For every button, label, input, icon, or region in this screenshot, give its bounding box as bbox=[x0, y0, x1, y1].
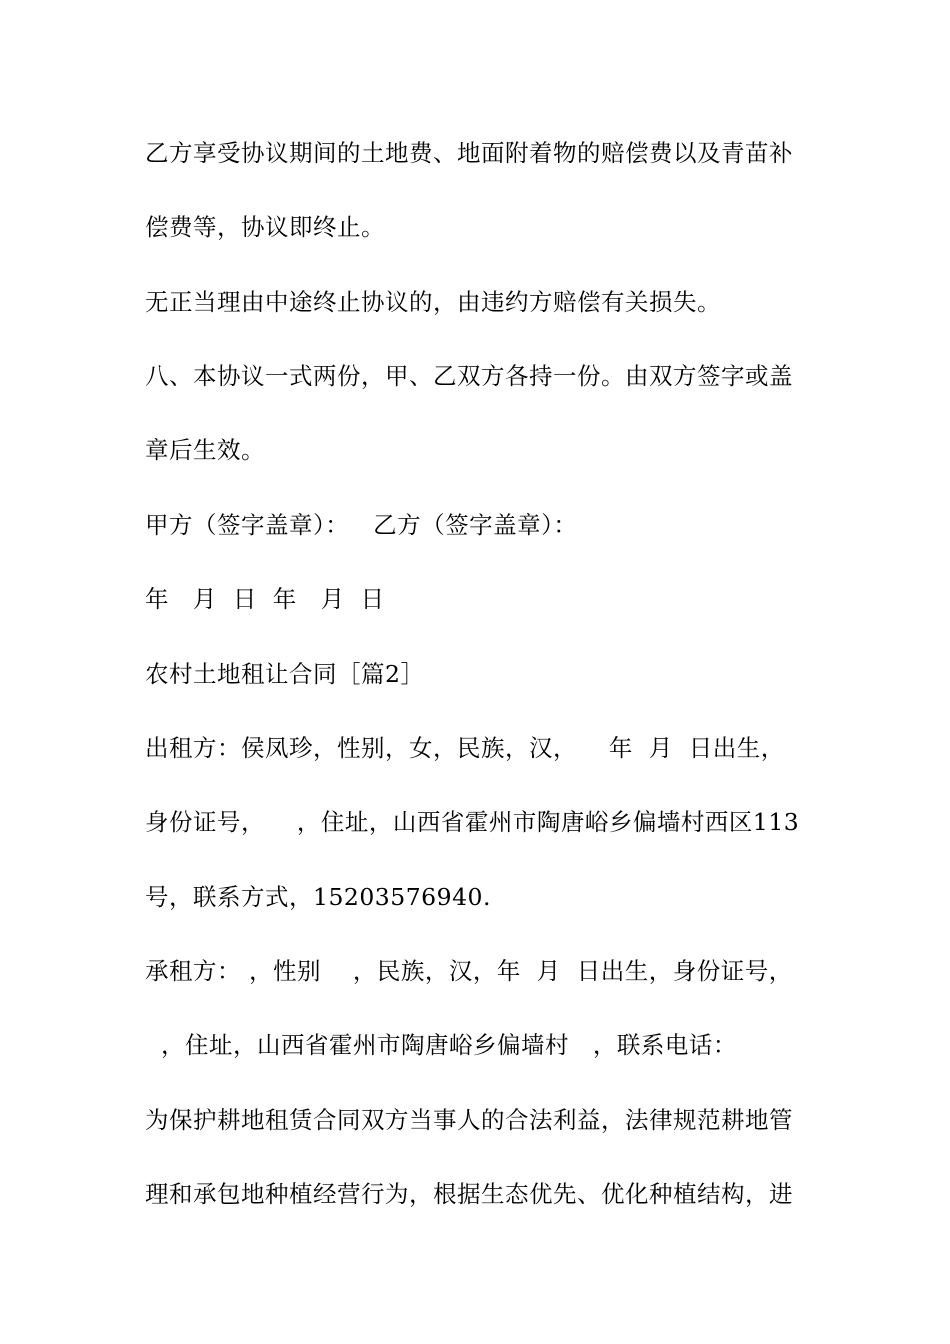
text-line: 理和承包地种植经营行为，根据生态优先、优化种植结构，进 bbox=[145, 1180, 793, 1208]
text-line: 号，联系方式，15203576940. bbox=[145, 883, 491, 911]
signature-line: 甲方（签字盖章）： 乙方（签字盖章）： bbox=[145, 511, 578, 539]
text-line: 承租方： ，性别 ，民族，汉，年 月 日出生，身份证号， bbox=[145, 957, 793, 985]
date-line: 年 月 日 年 月 日 bbox=[145, 585, 385, 613]
text-line: 偿费等，协议即终止。 bbox=[145, 213, 385, 241]
text-line: ，住址，山西省霍州市陶唐峪乡偏墙村 ，联系电话： bbox=[145, 1031, 737, 1059]
text-line: 为保护耕地租赁合同双方当事人的合法利益，法律规范耕地管 bbox=[145, 1106, 793, 1134]
text-line: 章后生效。 bbox=[145, 436, 265, 464]
text-line: 身份证号， ，住址，山西省霍州市陶唐峪乡偏墙村西区113 bbox=[145, 808, 800, 836]
text-line: 乙方享受协议期间的土地费、地面附着物的赔偿费以及青苗补 bbox=[145, 139, 793, 167]
text-line: 出租方：侯凤珍，性别，女，民族，汉， 年 月 日出生， bbox=[145, 734, 785, 762]
text-line: 无正当理由中途终止协议的，由违约方赔偿有关损失。 bbox=[145, 288, 721, 316]
section-heading: 农村土地租让合同［篇2］ bbox=[145, 660, 425, 688]
text-line: 八、本协议一式两份，甲、乙双方各持一份。由双方签字或盖 bbox=[145, 362, 793, 390]
